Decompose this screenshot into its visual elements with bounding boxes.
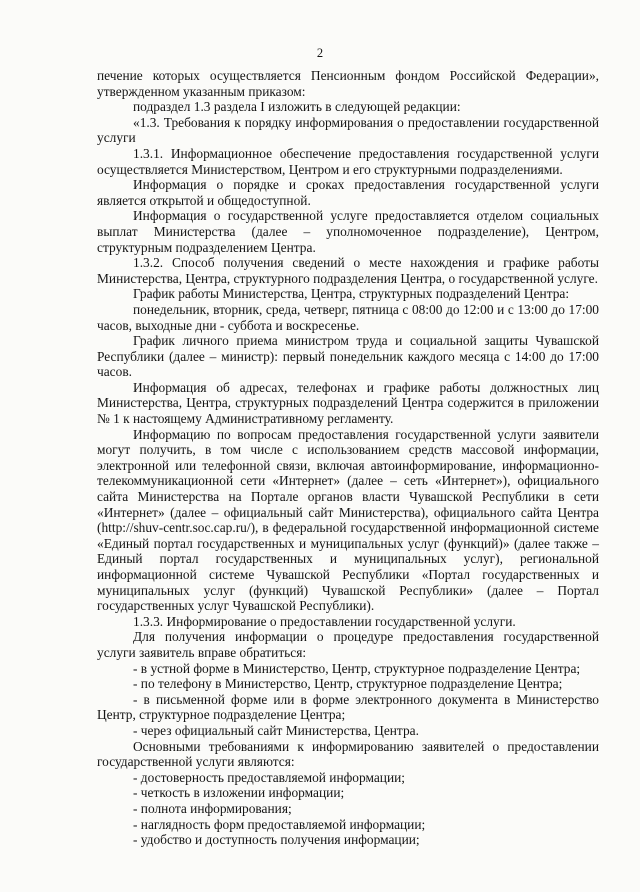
paragraph: печение которых осуществляется Пенсионным фондом Российской Федерации», утвержденном указанным приказом: xyxy=(97,68,599,99)
paragraph: 1.3.2. Способ получения сведений о месте нахождения и графике работы Министерства, Центра, структурного подразделения Центра, о государственной услуге. xyxy=(97,255,599,286)
page-number: 2 xyxy=(316,46,324,60)
paragraph: 1.3.3. Информирование о предоставлении государственной услуги. xyxy=(133,613,516,629)
paragraph: График работы Министерства, Центра, структурных подразделений Центра: xyxy=(133,286,570,302)
section-heading: «1.3. Требования к порядку информирования о предоставлении государственной услуги xyxy=(97,114,599,146)
list-item: - достоверность предоставляемой информации; xyxy=(133,769,406,785)
paragraph: 1.3.1. Информационное обеспечение предоставления государственной услуги осуществляется Министерством, Центром и его структурными подразделениями. xyxy=(97,145,599,177)
list-item: - удобство и доступность получения информации; xyxy=(133,832,420,848)
paragraph: Для получения информации о процедуре предоставления государственной услуги заявитель вправе обратиться: xyxy=(97,629,599,660)
paragraph: Основными требованиями к информированию заявителей о предоставлении государственной услуги являются: xyxy=(97,738,599,770)
paragraph: График личного приема министром труда и социальной защиты Чувашской Республики (далее – министр): первый понедельник каждого месяца с 14:00 до 17:00 часов. xyxy=(97,333,599,380)
contact-methods-list xyxy=(97,661,599,739)
list-item: - полнота информирования; xyxy=(133,800,292,816)
list-item: - в письменной форме или в форме электронного документа в Министерство Центр, структурное подразделение Центра; xyxy=(97,691,599,723)
list-item: - наглядность форм предоставляемой информации; xyxy=(133,816,426,832)
paragraph: Информация о государственной услуге предоставляется отделом социальных выплат Министерства (далее – уполномоченное подразделение), Центром, структурным подразделением Центра. xyxy=(97,208,599,255)
requirements-list xyxy=(97,770,599,848)
list-item: - через официальный сайт Министерства, Центра. xyxy=(133,722,419,738)
paragraph: Информация о порядке и сроках предоставления государственной услуги является открытой и общедоступной. xyxy=(97,177,599,208)
document-body xyxy=(97,68,599,848)
paragraph: Информация об адресах, телефонах и графике работы должностных лиц Министерства, Центра, структурных подразделений Центра содержится в приложении № 1 к настоящему Административному регламенту. xyxy=(97,379,599,427)
list-item: - четкость в изложении информации; xyxy=(133,785,345,801)
paragraph: Информацию по вопросам предоставления государственной услуги заявители могут получить, в том числе с использованием средств массовой информации, электронной или телефонной связи, включая автоинформирование, информационно-телекоммуникационной сети «Интернет» (далее – сеть «Интернет»), официального сайта Министерства на Портале органов власти Чувашской Республики в сети «Интернет» (далее – официальный сайт Министерства), официального сайта Центра (http://shuv-centr.soc.cap.ru/), в федеральной государственной информационной системе «Единый портал государственных и муниципальных услуг (функций)» (далее также – Единый портал государственных и муниципальных услуг), региональной информационной системе Чувашской Республики «Портал государственных и муниципальных услуг (функций) Чувашской Республики» (далее – Портал государственных услуг Чувашской Республики). xyxy=(97,426,599,614)
list-item: - в устной форме в Министерство, Центр, структурное подразделение Центра; xyxy=(133,660,581,676)
list-item: - по телефону в Министерство, Центр, структурное подразделение Центра; xyxy=(133,676,563,692)
paragraph: подраздел 1.3 раздела I изложить в следующей редакции: xyxy=(133,99,461,115)
paragraph: понедельник, вторник, среда, четверг, пятница с 08:00 до 12:00 и с 13:00 до 17:00 часов, выходные дни - суббота и воскресенье. xyxy=(97,301,599,333)
